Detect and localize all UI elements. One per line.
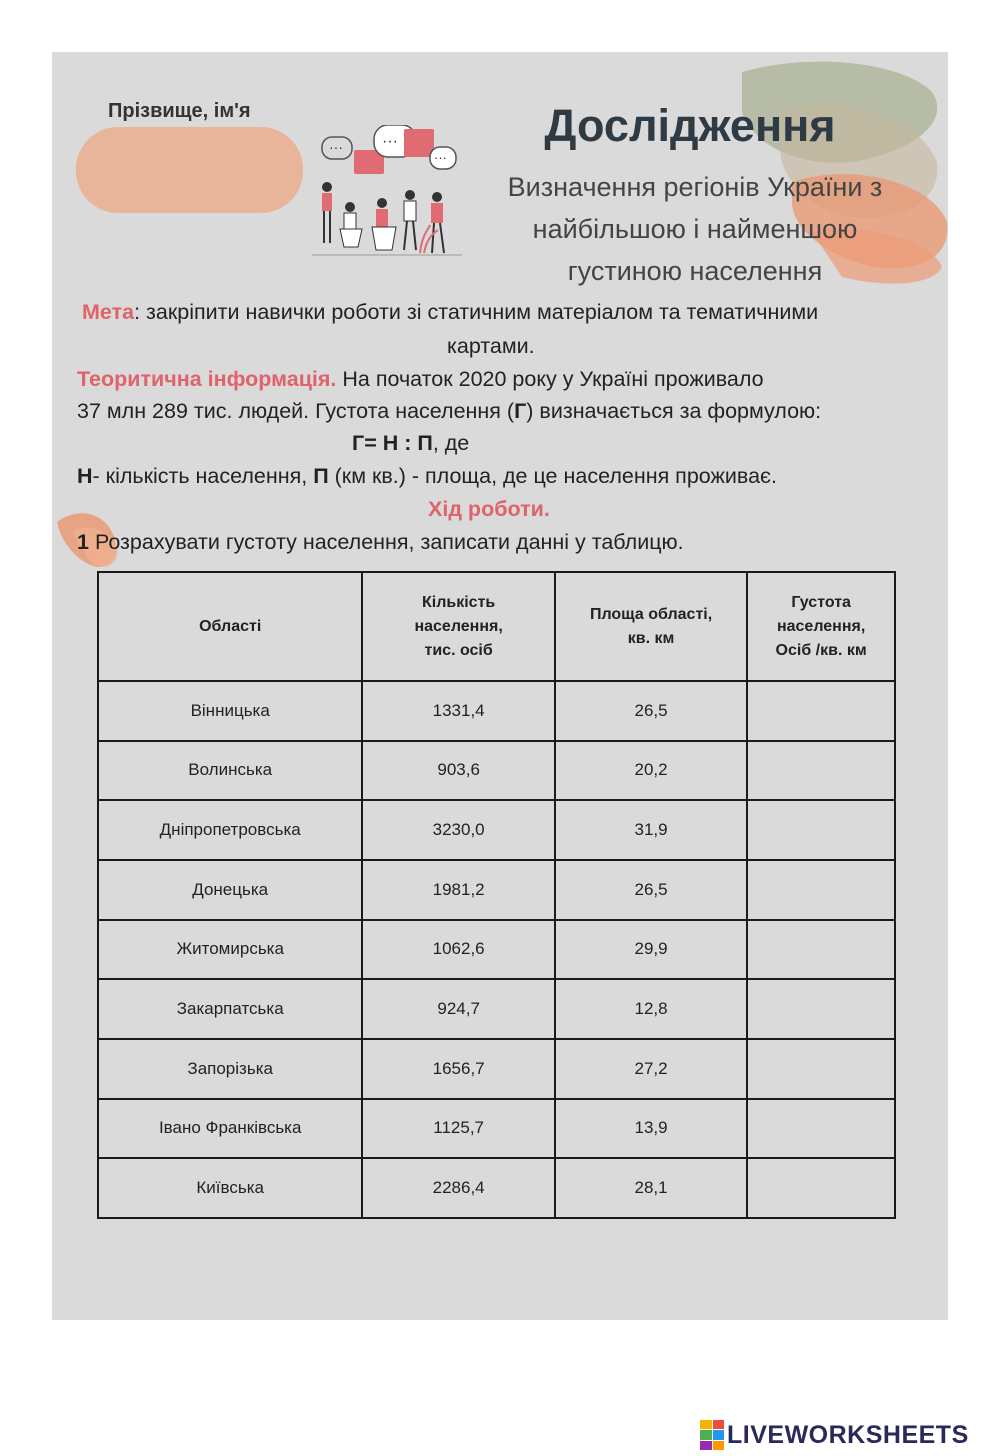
region-cell: Закарпатська	[98, 979, 362, 1039]
header-population: Кількість населення, тис. осіб	[362, 572, 554, 681]
table-row	[98, 741, 895, 801]
population-cell: 1062,6	[362, 920, 554, 980]
area-cell: 31,9	[555, 800, 747, 860]
region-cell: Вінницька	[98, 681, 362, 741]
liveworksheets-logo[interactable]	[700, 1418, 969, 1452]
density-answer-cell[interactable]	[747, 1158, 895, 1218]
theory-line-1	[77, 367, 764, 392]
svg-text:···: ···	[434, 150, 447, 165]
population-cell: 903,6	[362, 741, 554, 801]
density-answer-cell[interactable]	[747, 800, 895, 860]
legend-line	[77, 464, 777, 489]
procedure-heading: Хід роботи.	[428, 497, 550, 521]
area-symbol: П	[313, 464, 329, 488]
header-area: Площа області, кв. км	[555, 572, 747, 681]
density-answer-cell[interactable]	[747, 920, 895, 980]
population-symbol: Н	[77, 464, 93, 488]
step-text: Розрахувати густоту населення, записати данні у таблицю.	[88, 530, 684, 554]
table-row	[98, 1099, 895, 1159]
subtitle-line: густиною населення	[567, 256, 823, 286]
step-number: 1	[77, 530, 89, 554]
area-definition: (км кв.) - площа, де це населення проживає.	[328, 464, 777, 488]
region-cell: Житомирська	[98, 920, 362, 980]
density-answer-cell[interactable]	[747, 979, 895, 1039]
page-subtitle	[470, 166, 920, 292]
table-row	[98, 1158, 895, 1218]
region-cell: Київська	[98, 1158, 362, 1218]
area-cell: 26,5	[555, 681, 747, 741]
area-cell: 12,8	[555, 979, 747, 1039]
population-cell: 1331,4	[362, 681, 554, 741]
theory-line-2	[77, 399, 821, 424]
theory-text: 37 млн 289 тис. людей. Густота населення (	[77, 399, 515, 423]
table-row	[98, 860, 895, 920]
goal-label: Мета	[82, 300, 135, 324]
subtitle-line: найбільшою і найменшою	[532, 214, 858, 244]
theory-text: На початок 2020 року у Україні проживало	[336, 367, 764, 391]
population-cell: 1981,2	[362, 860, 554, 920]
table-row	[98, 800, 895, 860]
population-cell: 2286,4	[362, 1158, 554, 1218]
name-input[interactable]	[76, 127, 303, 213]
region-cell: Івано Франківська	[98, 1099, 362, 1159]
area-cell: 26,5	[555, 860, 747, 920]
svg-text:···: ···	[329, 139, 343, 155]
region-cell: Запорізька	[98, 1039, 362, 1099]
density-table	[97, 571, 896, 1219]
table-row	[98, 920, 895, 980]
goal-line-1	[82, 300, 818, 325]
region-cell: Волинська	[98, 741, 362, 801]
population-cell: 1125,7	[362, 1099, 554, 1159]
region-cell: Донецька	[98, 860, 362, 920]
population-cell: 1656,7	[362, 1039, 554, 1099]
table-row	[98, 681, 895, 741]
table-row	[98, 979, 895, 1039]
area-cell: 27,2	[555, 1039, 747, 1099]
area-cell: 20,2	[555, 741, 747, 801]
goal-line-2: картами.	[447, 334, 535, 358]
area-cell: 29,9	[555, 920, 747, 980]
density-symbol: Г	[514, 399, 527, 423]
density-answer-cell[interactable]	[747, 1099, 895, 1159]
table-row	[98, 1039, 895, 1099]
svg-text:···: ···	[382, 133, 398, 150]
people-discussion-illustration	[312, 125, 462, 260]
goal-text: : закріпити навички роботи зі статичним матеріалом та тематичними	[134, 300, 819, 324]
formula: Г= Н : П	[352, 431, 433, 455]
step-1	[77, 530, 684, 555]
area-cell: 13,9	[555, 1099, 747, 1159]
area-cell: 28,1	[555, 1158, 747, 1218]
population-cell: 924,7	[362, 979, 554, 1039]
table-header-row	[98, 572, 895, 681]
logo-text: LIVEWORKSHEETS	[727, 1420, 969, 1449]
theory-text: ) визначається за формулою:	[526, 399, 822, 423]
subtitle-line: Визначення регіонів України з	[507, 172, 883, 202]
page-title: Дослідження	[544, 100, 836, 151]
formula-suffix: , де	[432, 431, 470, 455]
name-label: Прізвище, ім'я	[108, 100, 251, 122]
formula-line	[352, 431, 469, 456]
population-definition: - кількість населення,	[92, 464, 314, 488]
header-regions: Області	[98, 572, 362, 681]
density-answer-cell[interactable]	[747, 1039, 895, 1099]
liveworksheets-logo-icon	[700, 1420, 724, 1450]
region-cell: Дніпропетровська	[98, 800, 362, 860]
header-density: Густота населення, Осіб /кв. км	[747, 572, 895, 681]
density-answer-cell[interactable]	[747, 860, 895, 920]
population-cell: 3230,0	[362, 800, 554, 860]
theory-label: Теоритична інформація.	[77, 367, 337, 391]
density-answer-cell[interactable]	[747, 741, 895, 801]
density-answer-cell[interactable]	[747, 681, 895, 741]
